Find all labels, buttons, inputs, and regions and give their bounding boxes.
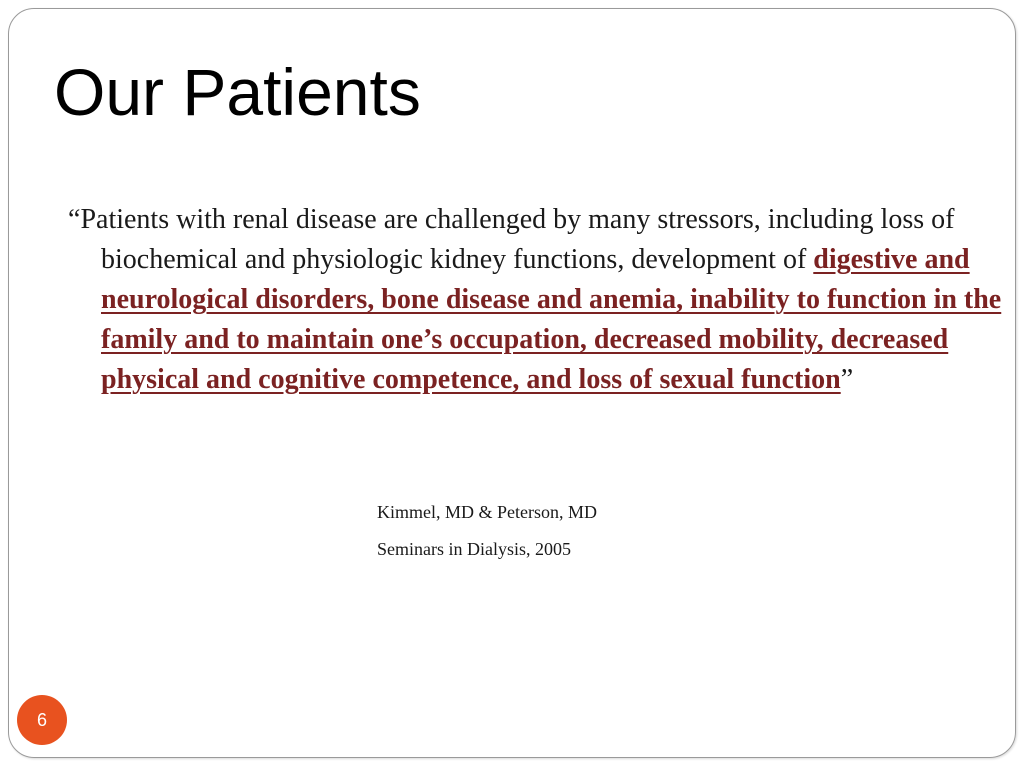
citation-authors: Kimmel, MD & Peterson, MD — [377, 502, 597, 522]
citation — [377, 500, 597, 574]
quote-emphasis-text: digestive and neurological disorders, bone disease and anemia, inability to function in the family and to maintain one’s occupation, decreased mobility, decreased physical and cognitive competence, and loss of sexual function — [101, 244, 1002, 395]
quote-paragraph — [68, 200, 1024, 400]
slide-title: Our Patients — [54, 55, 421, 129]
citation-source: Seminars in Dialysis, 2005 — [377, 539, 571, 559]
quote-intro-text: Patients with renal disease are challenged by many stressors, including loss of biochemical and physiologic kidney functions, development of — [80, 204, 955, 275]
quote-close-mark: ” — [840, 364, 854, 395]
quote-open-mark: “ — [68, 204, 81, 235]
slide-number-badge: 6 — [17, 695, 67, 745]
